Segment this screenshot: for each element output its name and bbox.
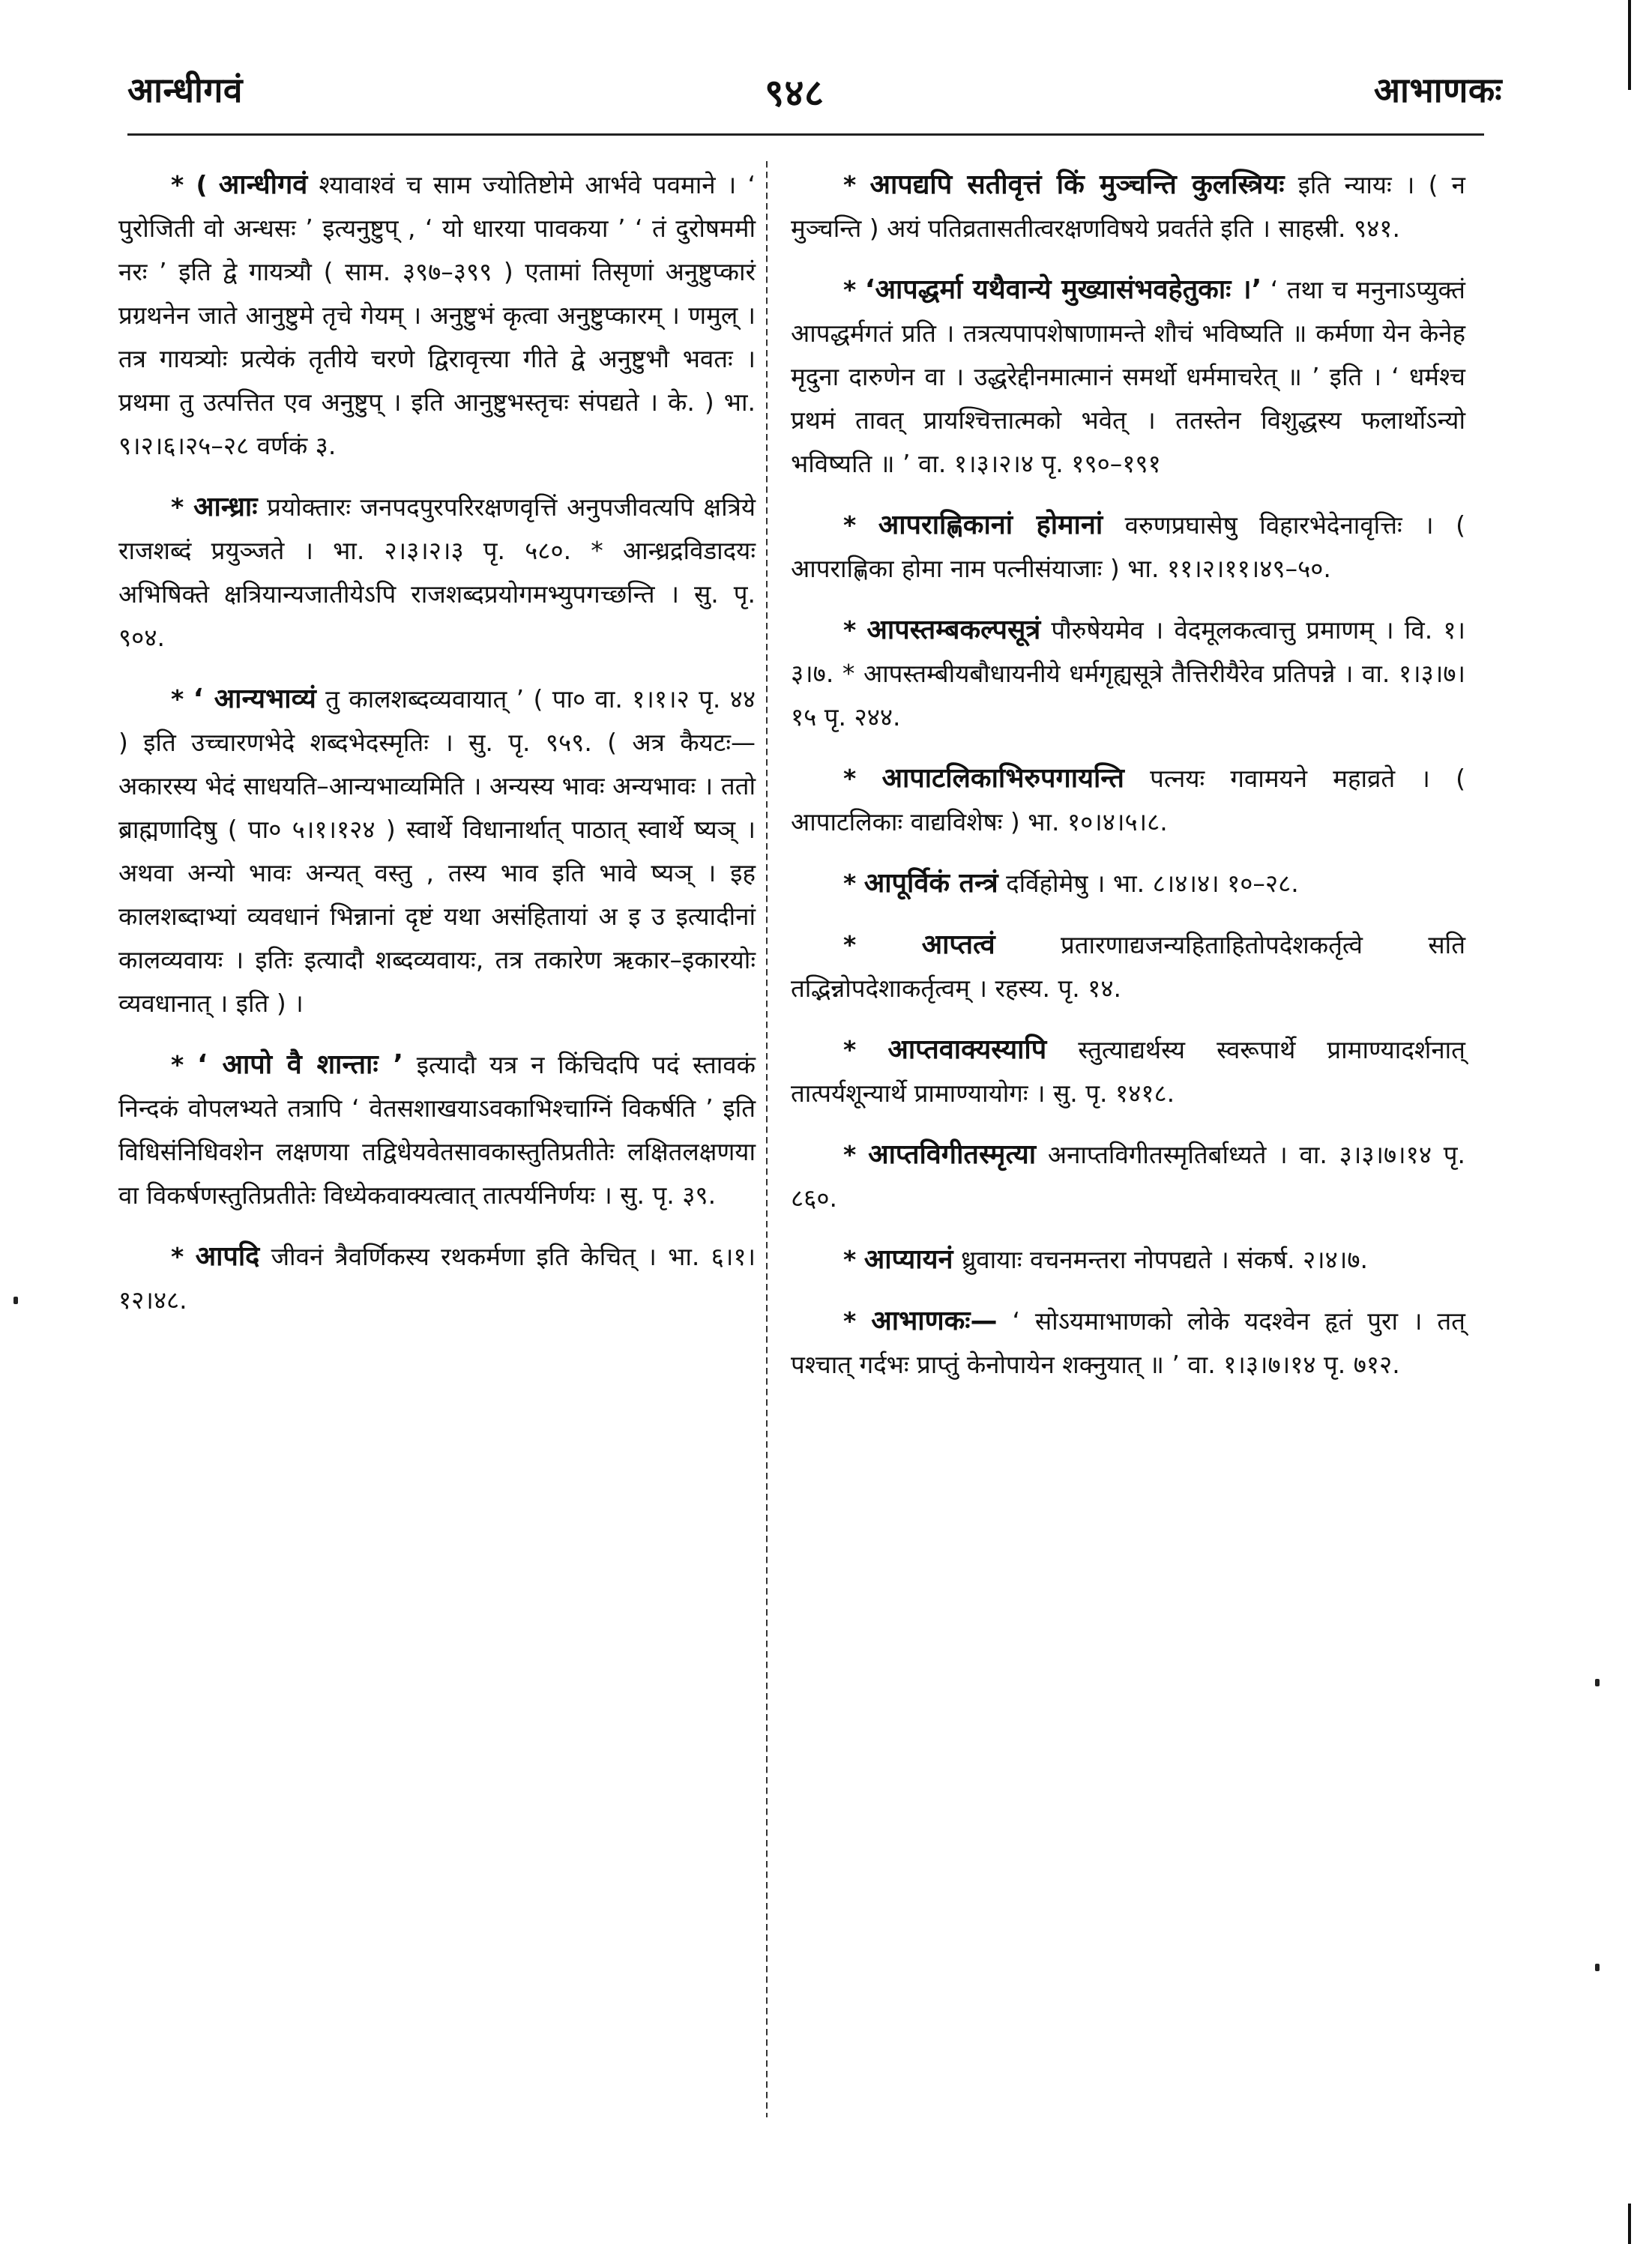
entry-marker: * xyxy=(171,1050,184,1079)
entry-text: ‘ सोऽयमाभाणको लोके यदश्वेन हृतं पुरा । तत् पश्चात् गर्दभः प्राप्तुं केनोपायेन शक्नुयात् ॥ ’ वा. १।३।७।१४ पृ. ७१२. xyxy=(791,1306,1465,1379)
dictionary-entry xyxy=(791,504,1465,591)
entry-marker: * xyxy=(843,764,857,793)
entry-marker: * xyxy=(843,1035,857,1064)
entry-headword: आप्तत्वं xyxy=(921,929,995,960)
entry-text: प्रतारणाद्यजन्यहिताहितोपदेशकर्तृत्वे सति तद्भिन्नोपदेशाकर्तृत्वम् । रहस्य. पृ. १४. xyxy=(791,930,1465,1003)
entry-marker: * xyxy=(843,1140,857,1169)
entry-text: प्रयोक्तारः जनपदपुरपरिरक्षणवृत्तिं अनुपजीवत्यपि क्षत्रिये राजशब्दं प्रयुञ्जते । भा. २।३।२।३ पृ. ५८०. * आन्ध्रद्रविडादयः अभिषिक्ते क्षत्रियान्यजातीयेऽपि राजशब्दप्रयोगमभ्युपगच्छन्ति । सु. पृ. ९०४. xyxy=(118,492,756,652)
dictionary-entry xyxy=(791,163,1465,250)
scan-speck xyxy=(13,1297,18,1304)
running-header-right: आभाणकः xyxy=(1373,70,1502,110)
header-rule xyxy=(127,133,1484,136)
entry-marker: * xyxy=(171,1242,184,1271)
entry-headword: आप्तवाक्यस्यापि xyxy=(887,1034,1047,1065)
entry-text: दर्विहोमेषु । भा. ८।४।४। १०–२८. xyxy=(998,869,1299,898)
entry-marker: * xyxy=(171,684,184,714)
entry-marker: * xyxy=(843,869,857,898)
entry-marker: * xyxy=(843,510,857,540)
dictionary-entry xyxy=(118,1235,756,1322)
entry-headword: ‘आपद्धर्मा यथैवान्ये मुख्यासंभवहेतुकाः ।’ xyxy=(864,274,1262,305)
entry-text: श्यावाश्वं च साम ज्योतिष्टोमे आर्भवे पवमाने । ‘ पुरोजिती वो अन्धसः ’ इत्यनुष्टुप् , ‘ यो धारया पावकया ’ ‘ तं दुरोषममी नरः ’ इति द्वे गायत्र्यौ ( साम. ३९७–३९९ ) एतामां तिसृणां अनुष्टुप्कारं प्रग्रथनेन जाते आनुष्टुमे तृचे गेयम् । अनुष्टुभं कृत्वा अनुष्टुप्कारम् । णमुल् । तत्र गायत्र्योः प्रत्येकं तृतीये चरणे द्विरावृत्त्या गीते द्वे अनुष्टुभौ भवतः । प्रथमा तु उत्पत्तित एव अनुष्टुप् । इति आनुष्टुभस्तृचः संपद्यते । के. ) भा. ९।२।६।२५–२८ वर्णकं ३. xyxy=(118,170,756,460)
entry-headword: आपूर्विकं तन्त्रं xyxy=(863,868,998,899)
dictionary-entry xyxy=(791,757,1465,844)
entry-marker: * xyxy=(843,930,857,959)
entry-headword: आपद्यपि सतीवृत्तं किं मुञ्चन्ति कुलस्त्रियः xyxy=(869,169,1285,200)
entry-marker: * xyxy=(843,275,857,304)
dictionary-entry xyxy=(118,163,756,468)
entry-text: जीवनं त्रैवर्णिकस्य रथकर्मणा इति केचित् । भा. ६।१।१२।४८. xyxy=(118,1242,756,1315)
left-column xyxy=(118,163,756,1340)
entry-headword: आभाणकः— xyxy=(871,1306,998,1336)
dictionary-entry xyxy=(791,923,1465,1010)
dictionary-entry xyxy=(791,862,1465,905)
entry-text: अनाप्तविगीतस्मृतिर्बाध्यते । वा. ३।३।७।१४ पृ. ८६०. xyxy=(791,1140,1466,1213)
entry-text: इति न्यायः । ( न मुञ्चन्ति ) अयं पतिव्रतासतीत्वरक्षणविषये प्रवर्तते इति । साहस्री. ९४१. xyxy=(791,170,1465,243)
scan-speck xyxy=(1595,1964,1600,1971)
scan-edge-mark xyxy=(1628,2204,1631,2244)
dictionary-entry xyxy=(791,1300,1465,1387)
entry-headword: आप्यायनं xyxy=(863,1244,953,1275)
entry-headword: आपदि xyxy=(195,1241,260,1272)
entry-marker: * xyxy=(843,170,857,199)
entry-text: पौरुषेयमेव । वेदमूलकत्वात्तु प्रमाणम् । वि. १।३।७. * आपस्तम्बीयबौधायनीये धर्मगृह्यसूत्रे तैत्तिरीयैरेव प्रतिपन्ने । वा. १।३।७। १५ पृ. २४४. xyxy=(791,615,1466,732)
dictionary-entry xyxy=(791,1238,1465,1282)
entry-marker: * xyxy=(843,1306,857,1336)
scan-speck xyxy=(1595,1679,1600,1686)
entry-text: वरुणप्रघासेषु विहारभेदेनावृत्तिः । ( आपराह्णिका होमा नाम पत्नीसंयाजाः ) भा. ११।२।११।४९–५०. xyxy=(791,510,1466,583)
entry-text: ‘ तथा च मनुनाऽप्युक्तं आपद्धर्मगतं प्रति । तत्रत्यपापशेषाणामन्ते शौचं भविष्यति ॥ कर्मणा येन केनेह मृदुना दारुणेन वा । उद्धरेद्दीनमात्मानं समर्थो धर्ममाचरेत् ॥ ’ इति । ‘ धर्मश्च प्रथमं तावत् प्रायश्चित्तात्मको भवेत् । ततस्तेन विशुद्धस्य फलार्थोऽन्यो भविष्यति ॥ ’ वा. १।३।२।४ पृ. १९०–१९१ xyxy=(791,275,1465,478)
column-divider xyxy=(766,161,768,2117)
entry-headword: ‘ आन्यभाव्यं xyxy=(193,684,316,714)
dictionary-entry xyxy=(791,268,1465,486)
entry-text: पत्नयः गवामयने महाव्रते । ( आपाटलिकाः वाद्यविशेषः ) भा. १०।४।५।८. xyxy=(791,764,1465,836)
dictionary-entry xyxy=(118,486,756,660)
entry-text: इत्यादौ यत्र न किंचिदपि पदं स्तावकं निन्दकं वोपलभ्यते तत्रापि ‘ वेतसशाखयाऽवकाभिश्चाग्निं विकर्षति ’ इति विधिसंनिधिवशेन लक्षणया तद्विधेयवेतसावकास्तुतिप्रतीतेः लक्षितलक्षणया वा विकर्षणस्तुतिप्रतीतेः विध्येकवाक्यत्वात् तात्पर्यनिर्णयः । सु. पृ. ३९. xyxy=(118,1050,756,1210)
entry-text: ध्रुवायाः वचनमन्तरा नोपपद्यते । संकर्ष. २।४।७. xyxy=(953,1245,1368,1274)
dictionary-entry xyxy=(118,1043,756,1217)
entry-headword: आन्धीगवं xyxy=(218,169,308,200)
entry-marker: * xyxy=(843,1245,857,1274)
entry-marker: * xyxy=(843,615,857,645)
dictionary-entry xyxy=(791,1028,1465,1115)
entry-headword: ‘ आपो वै शान्ताः ’ xyxy=(197,1049,404,1080)
right-column xyxy=(791,163,1465,1405)
entry-headword: आपराह्णिकानां होमानां xyxy=(878,510,1103,540)
scan-edge-mark xyxy=(1628,0,1631,90)
dictionary-entry xyxy=(791,609,1465,739)
entry-headword: आपस्तम्बकल्पसूत्रं xyxy=(866,615,1041,645)
dictionary-entry xyxy=(118,678,756,1025)
entry-text: स्तुत्याद्यर्थस्य स्वरूपार्थे प्रामाण्यादर्शनात् तात्पर्यशून्यार्थे प्रामाण्यायोगः । सु. पृ. १४१८. xyxy=(791,1035,1465,1108)
entry-headword: आन्ध्राः xyxy=(193,492,258,522)
entry-marker: * xyxy=(171,492,184,522)
entry-headword: आपाटलिकाभिरुपगायन्ति xyxy=(881,763,1124,794)
entry-text: तु कालशब्दव्यवायात् ’ ( पा० वा. १।१।२ पृ. ४४ ) इति उच्चारणभेदे शब्दभेदस्मृतिः । सु. पृ. ९५९. ( अत्र कैयटः— अकारस्य भेदं साधयति–आन्यभाव्यमिति । अन्यस्य भावः अन्यभावः । ततो ब्राह्मणादिषु ( पा० ५।१।१२४ ) स्वार्थे विधानार्थात् पाठात् स्वार्थे ष्यञ् । अथवा अन्यो भावः अन्यत् वस्तु , तस्य भाव इति भावे ष्यञ् । इह कालशब्दाभ्यां व्यवधानं भिन्नानां दृष्टं यथा असंहितायां अ इ उ इत्यादीनां कालव्यवायः । इतिः इत्यादौ शब्दव्यवायः, तत्र तकारेण ऋकार–इकारयोः व्यवधानात् । इति ) । xyxy=(118,684,756,1018)
entry-marker: * ( xyxy=(171,170,208,199)
page-number: ९४८ xyxy=(765,71,825,115)
entry-headword: आप्तविगीतस्मृत्या xyxy=(868,1139,1037,1170)
dictionary-entry xyxy=(791,1133,1465,1220)
running-header-left: आन्धीगवं xyxy=(127,70,243,110)
